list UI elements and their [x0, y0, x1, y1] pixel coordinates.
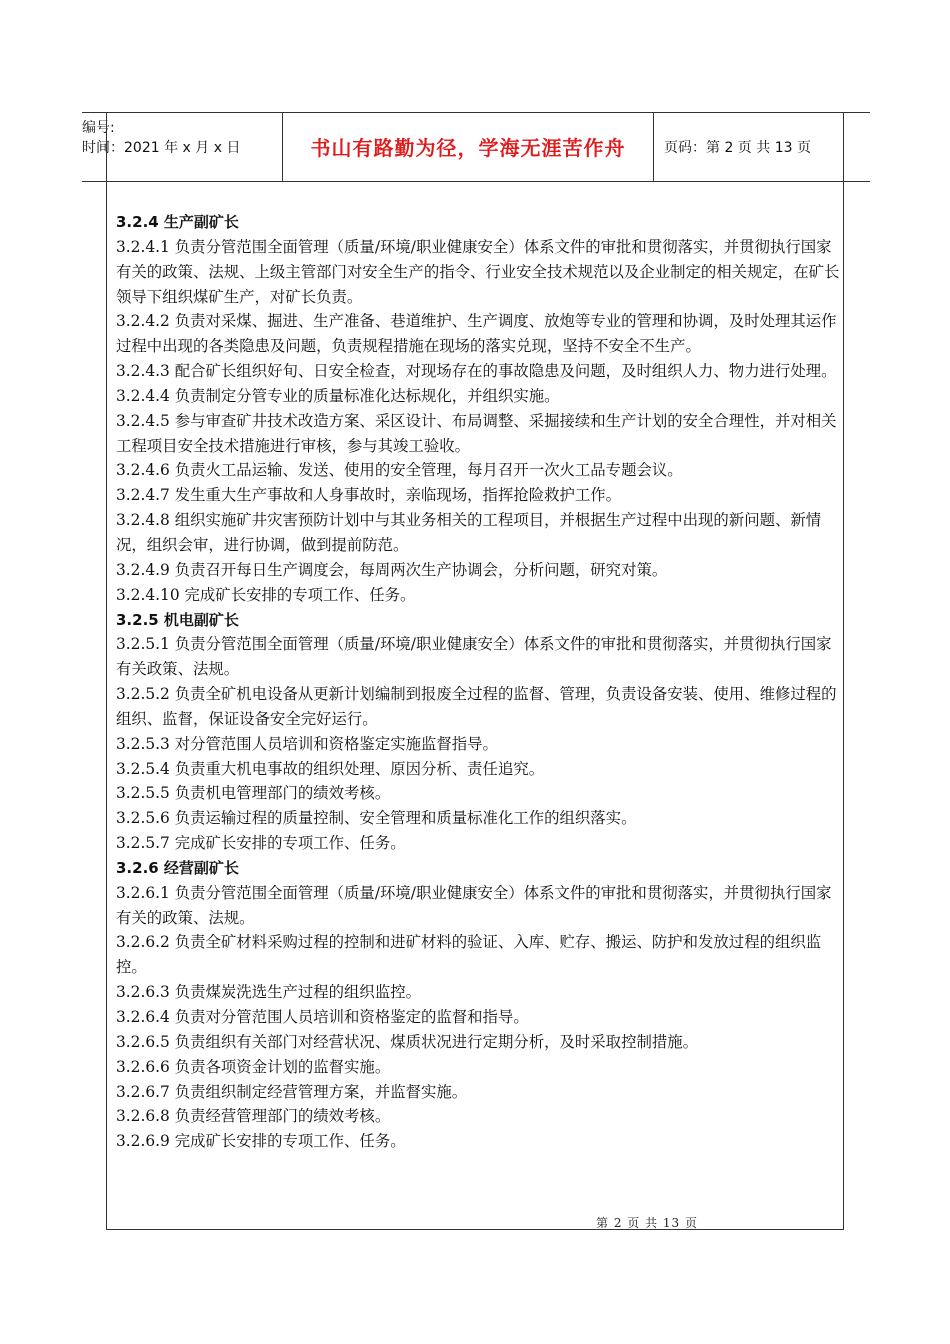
clause-paragraph: 3.2.6.9 完成矿长安排的专项工作、任务。	[116, 1132, 406, 1151]
clause-paragraph: 3.2.6.2 负责全矿材料采购过程的控制和进矿材料的验证、入库、贮存、搬运、防护和发放过程的组织监控。	[116, 933, 822, 977]
clause-paragraph: 3.2.6.4 负责对分管范围人员培训和资格鉴定的监督和指导。	[116, 1008, 529, 1026]
document-body	[116, 210, 842, 1154]
clause-paragraph: 3.2.5.7 完成矿长安排的专项工作、任务。	[116, 834, 406, 853]
clause-paragraph: 3.2.4.2 负责对采煤、掘进、生产准备、巷道维护、生产调度、放炮等专业的管理和协调，及时处理其运作过程中出现的各类隐患及问题，负责规程措施在现场的落实兑现，坚持不安全不生产。	[116, 312, 837, 356]
document-time-label: 时间：2021 年 x 月 x 日	[82, 140, 241, 156]
clause-paragraph: 3.2.5.5 负责机电管理部门的绩效考核。	[116, 784, 391, 803]
clause-paragraph: 3.2.4.1 负责分管范围全面管理（质量/环境/职业健康安全）体系文件的审批和贯彻落实，并贯彻执行国家有关的政策、法规、上级主管部门对安全生产的指令、行业安全技术规范以及企业制定的相关规定，在矿长领导下组织煤矿生产，对矿长负责。	[116, 237, 840, 306]
clause-paragraph: 3.2.6.7 负责组织制定经营管理方案，并监督实施。	[116, 1082, 468, 1101]
clause-paragraph: 3.2.4.8 组织实施矿井灾害预防计划中与其业务相关的工程项目，并根据生产过程中出现的新问题、新情况，组织会审，进行协调，做到提前防范。	[116, 511, 822, 554]
clause-paragraph: 3.2.6.3 负责煤炭洗选生产过程的组织监控。	[116, 983, 421, 1002]
section-heading: 3.2.5 机电副矿长	[116, 610, 239, 629]
header-page-code: 页码：第 2 页 共 13 页	[664, 139, 811, 156]
header-motto: 书山有路勤为径，学海无涯苦作舟	[310, 136, 626, 160]
clause-paragraph: 3.2.5.3 对分管范围人员培训和资格鉴定实施监督指导。	[116, 734, 498, 753]
document-number-label: 编号:	[82, 120, 115, 136]
clause-paragraph: 3.2.4.3 配合矿长组织好旬、日安全检查，对现场存在的事故隐患及问题，及时组织人力、物力进行处理。	[116, 362, 837, 381]
clause-paragraph: 3.2.5.2 负责全矿机电设备从更新计划编制到报废全过程的监督、管理，负责设备安装、使用、维修过程的组织、监督，保证设备安全完好运行。	[116, 685, 837, 728]
section-heading: 3.2.4 生产副矿长	[116, 213, 239, 231]
clause-paragraph: 3.2.4.6 负责火工品运输、发送、使用的安全管理，每月召开一次火工品专题会议。	[116, 461, 683, 480]
clause-paragraph: 3.2.6.1 负责分管范围全面管理（质量/环境/职业健康安全）体系文件的审批和贯彻落实，并贯彻执行国家有关的政策、法规。	[116, 883, 832, 927]
footer-page-number: 第 2 页 共 13 页	[596, 1216, 698, 1230]
clause-paragraph: 3.2.6.6 负责各项资金计划的监督实施。	[116, 1057, 391, 1076]
clause-paragraph: 3.2.4.4 负责制定分管专业的质量标准化达标规化，并组织实施。	[116, 386, 560, 405]
clause-paragraph: 3.2.4.9 负责召开每日生产调度会，每周两次生产协调会，分析问题，研究对策。	[116, 560, 668, 579]
section-heading: 3.2.6 经营副矿长	[116, 858, 239, 877]
clause-paragraph: 3.2.5.6 负责运输过程的质量控制、安全管理和质量标准化工作的组织落实。	[116, 809, 637, 828]
clause-paragraph: 3.2.5.4 负责重大机电事故的组织处理、原因分析、责任追究。	[116, 759, 545, 778]
clause-paragraph: 3.2.6.8 负责经营管理部门的绩效考核。	[116, 1107, 391, 1126]
clause-paragraph: 3.2.6.5 负责组织有关部门对经营状况、煤质状况进行定期分析，及时采取控制措施。	[116, 1032, 699, 1051]
clause-paragraph: 3.2.4.10 完成矿长安排的专项工作、任务。	[116, 585, 416, 604]
clause-paragraph: 3.2.5.1 负责分管范围全面管理（质量/环境/职业健康安全）体系文件的审批和贯彻落实，并贯彻执行国家有关政策、法规。	[116, 635, 832, 679]
clause-paragraph: 3.2.4.7 发生重大生产事故和人身事故时，亲临现场，指挥抢险救护工作。	[116, 486, 622, 505]
clause-paragraph: 3.2.4.5 参与审查矿井技术改造方案、采区设计、布局调整、采掘接续和生产计划的安全合理性，并对相关工程项目安全技术措施进行审核，参与其竣工验收。	[116, 411, 837, 455]
